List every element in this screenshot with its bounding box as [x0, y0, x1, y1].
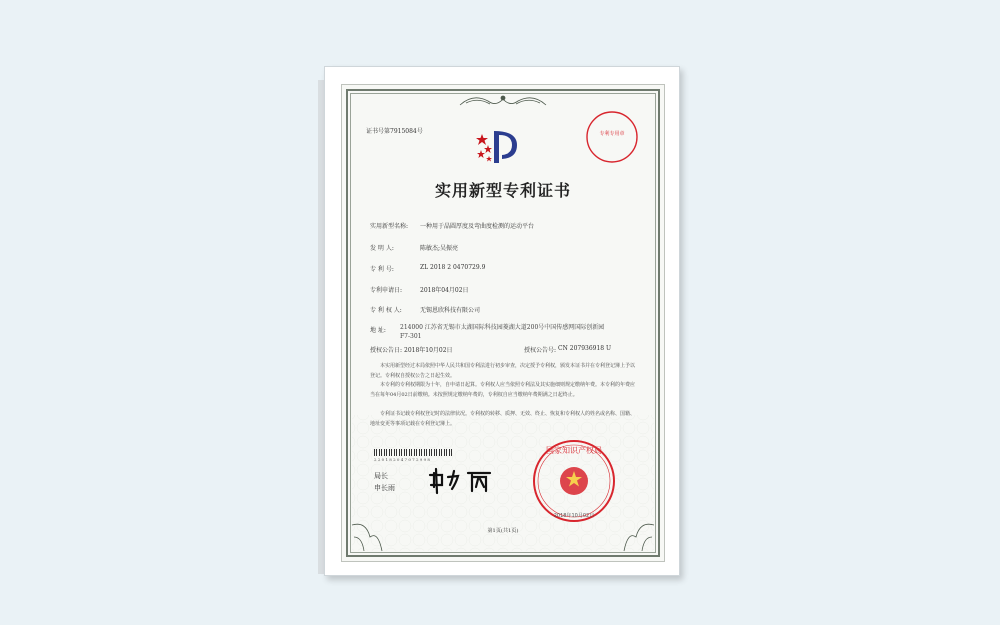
- certificate-number: 证书号第7915084号: [366, 128, 423, 135]
- barcode: [374, 449, 454, 456]
- grant-number-label: 授权公告号:: [524, 347, 557, 354]
- field-value: 陈敏杰;吴振亮: [420, 245, 459, 252]
- grant-number: CN 207936918 U: [558, 345, 612, 352]
- paragraph-1: 本实用新型经过本局依照中华人民共和国专利法进行初步审查，决定授予专利权，颁发本证书并在专利登记簿上予以登记。专利权自授权公告之日起生效。: [370, 363, 636, 379]
- field-label: 专利申请日:: [370, 287, 403, 294]
- certificate-title: 实用新型专利证书: [434, 181, 571, 200]
- patent-certificate: [341, 84, 665, 562]
- seal-top-text: 专利专用章: [599, 131, 625, 137]
- paragraph-3: 专利证书记载专利权登记时的法律状况。专利权的转移、质押、无效、终止、恢复和专利权人的姓名或名称、国籍、地址变更等事项记载在专利登记簿上。: [370, 411, 636, 427]
- field-value: 无锡恩欣科技有限公司: [420, 307, 481, 314]
- grant-date: 2018年10月02日: [404, 347, 453, 354]
- director-name: 申长雨: [374, 484, 395, 492]
- field-value: ZL 2018 2 0470729.9: [420, 264, 486, 271]
- patent-office-logo: [472, 125, 528, 167]
- field-value: 一种用于晶圆厚度及弯曲度检测的运动平台: [420, 223, 535, 230]
- field-value: 2018年04月02日: [420, 287, 469, 294]
- field-label: 实用新型名称:: [370, 223, 409, 230]
- special-seal: [584, 109, 640, 165]
- field-label: 地 址:: [370, 327, 386, 334]
- director-label: 局长: [374, 472, 388, 480]
- barcode-number: 2 2 0 1 8 2 0 4 7 0 7 2 9 9 8: [374, 457, 430, 462]
- national-ip-seal: [530, 437, 618, 525]
- field-label: 专 利 号:: [370, 266, 394, 273]
- grant-date-label: 授权公告日:: [370, 347, 403, 354]
- seal-main-text: 国家知识产权局: [546, 446, 602, 455]
- page-footer: 第1页(共1页): [487, 528, 519, 534]
- signature: [428, 463, 508, 499]
- seal-date: 2018年10月02日: [553, 513, 595, 519]
- field-label: 发 明 人:: [370, 245, 394, 252]
- field-label: 专 利 权 人:: [370, 307, 402, 314]
- paragraph-2: 本专利的专利权期限为十年，自申请日起算。专利权人应当依照专利法及其实施细则规定缴纳年费。本专利的年费应当在每年04月02日前缴纳。未按照规定缴纳年费的，专利权自应当缴纳年费期满之日起终止。: [370, 382, 636, 398]
- field-value: 214000 江苏省无锡市太湖国际科技园菱湖大道200号中国传感网国际创新园F7-301: [400, 324, 605, 340]
